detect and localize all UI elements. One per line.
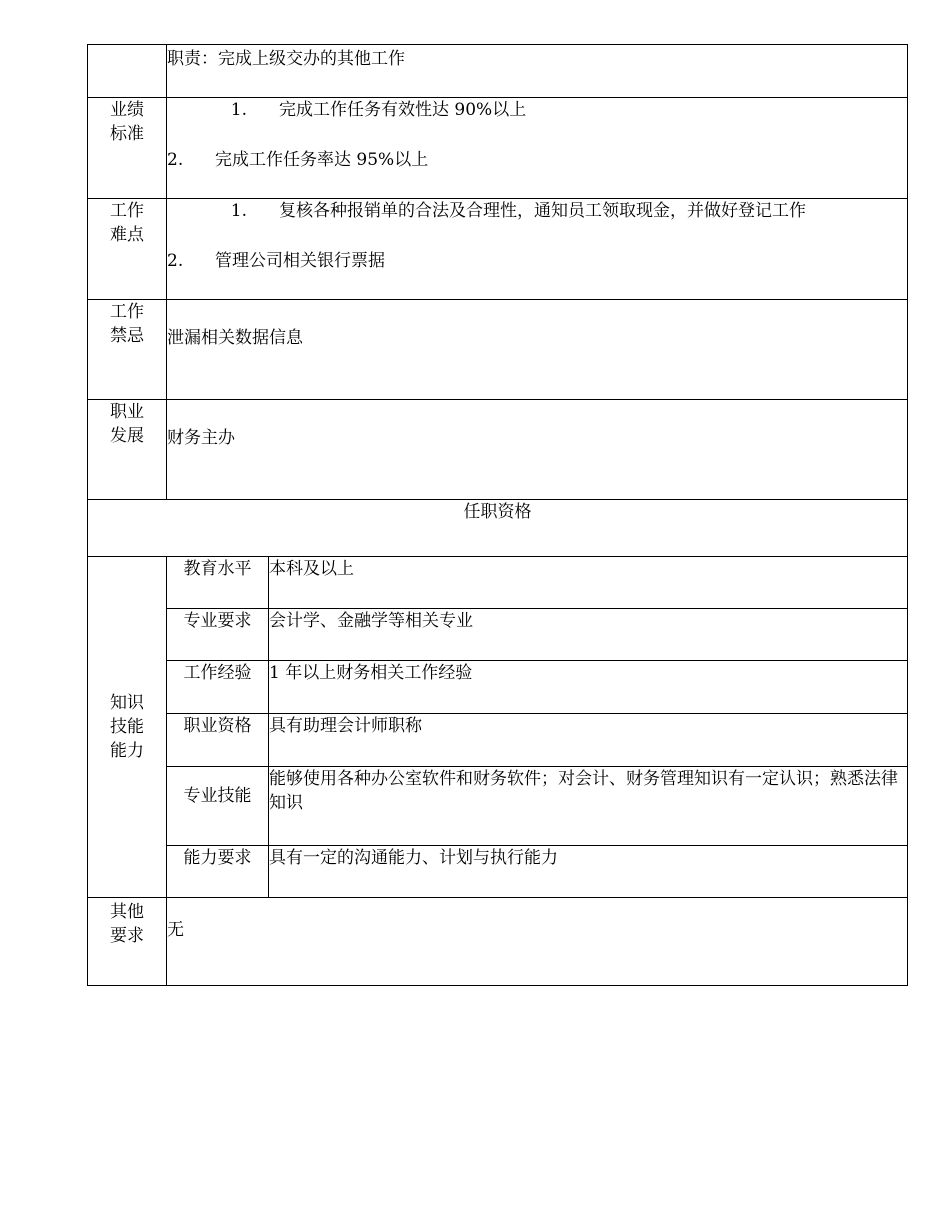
duties-row (88, 45, 908, 98)
list-item: 2. 完成工作任务率达 95%以上 (167, 150, 429, 170)
performance-row (88, 98, 908, 199)
skills-label: 专业技能 (167, 767, 269, 846)
list-item: 1. 复核各种报销单的合法及合理性，通知员工领取现金，并做好登记工作 (230, 201, 806, 221)
career-label: 职业 发展 (88, 400, 167, 500)
performance-content (167, 98, 908, 199)
performance-label: 业绩 标准 (88, 98, 167, 199)
career-row (88, 400, 908, 500)
difficulties-label: 工作 难点 (88, 199, 167, 300)
taboos-text: 泄漏相关数据信息 (167, 328, 303, 348)
difficulties-row (88, 199, 908, 300)
qualification-row (88, 557, 908, 609)
qualifications-header-row (88, 500, 908, 557)
ability-label: 能力要求 (167, 846, 269, 898)
knowledge-skills-label: 知识 技能 能力 (88, 557, 167, 898)
other-row (88, 898, 908, 986)
certification-value: 具有助理会计师职称 (269, 714, 908, 767)
experience-value: 1 年以上财务相关工作经验 (269, 661, 908, 714)
experience-label: 工作经验 (167, 661, 269, 714)
career-text: 财务主办 (167, 428, 235, 448)
ability-value: 具有一定的沟通能力、计划与执行能力 (269, 846, 908, 898)
qualification-row (88, 714, 908, 767)
qualification-row (88, 661, 908, 714)
list-item: 1. 完成工作任务有效性达 90%以上 (230, 100, 527, 120)
difficulties-content (167, 199, 908, 300)
qualification-row (88, 609, 908, 661)
taboos-row (88, 300, 908, 400)
other-text: 无 (167, 920, 184, 940)
qualification-row (88, 767, 908, 846)
list-item: 2. 管理公司相关银行票据 (167, 251, 385, 271)
major-value: 会计学、金融学等相关专业 (269, 609, 908, 661)
job-description-table (87, 44, 908, 986)
certification-label: 职业资格 (167, 714, 269, 767)
qualification-row (88, 846, 908, 898)
empty-label-cell (88, 45, 167, 98)
education-label: 教育水平 (167, 557, 269, 609)
qualifications-title: 任职资格 (88, 500, 908, 557)
taboos-label: 工作 禁忌 (88, 300, 167, 400)
duties-text: 职责：完成上级交办的其他工作 (167, 49, 405, 69)
skills-value: 能够使用各种办公室软件和财务软件；对会计、财务管理知识有一定认识；熟悉法律知识 (269, 767, 908, 846)
major-label: 专业要求 (167, 609, 269, 661)
other-label: 其他 要求 (88, 898, 167, 986)
education-value: 本科及以上 (269, 557, 908, 609)
